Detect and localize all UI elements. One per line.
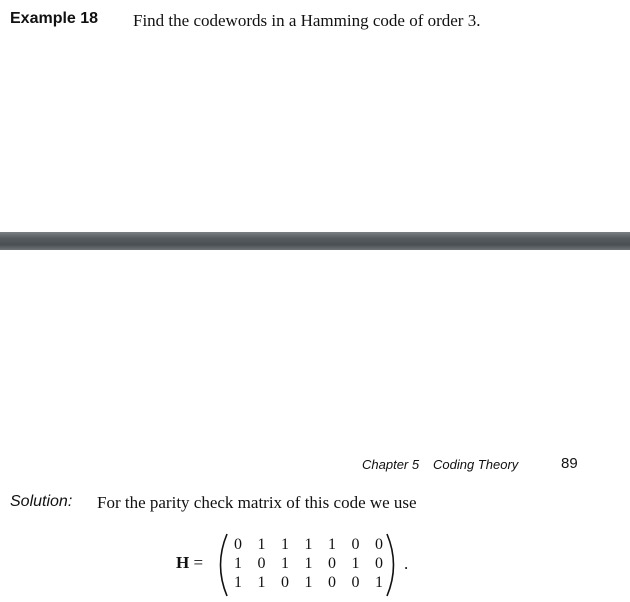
matrix-cell: 1 — [304, 555, 313, 572]
page-number: 89 — [561, 455, 578, 472]
matrix-symbol: H — [176, 553, 190, 572]
matrix-cell: 1 — [281, 555, 289, 572]
chapter-label: Chapter 5 — [362, 457, 420, 472]
matrix-cell: 1 — [304, 574, 313, 591]
matrix-cell: 1 — [257, 574, 266, 591]
matrix-cell: 0 — [351, 574, 360, 591]
chapter-title: Coding Theory — [433, 457, 519, 472]
solution-label: Solution: — [10, 493, 73, 510]
matrix-cell: 1 — [257, 536, 266, 553]
right-paren-icon — [387, 534, 394, 596]
matrix-cell: 1 — [281, 536, 289, 553]
example-label: Example 18 — [10, 10, 99, 27]
matrix-cell: 1 — [375, 574, 383, 591]
matrix-cell: 0 — [351, 536, 360, 553]
matrix-cell: 0 — [375, 536, 383, 553]
parity-check-matrix — [212, 530, 402, 600]
parity-check-equation — [176, 530, 436, 600]
matrix-cell: 1 — [304, 536, 313, 553]
matrix-cell: 0 — [328, 555, 336, 572]
matrix-cells — [234, 536, 383, 591]
left-paren-icon — [221, 534, 228, 596]
matrix-cell: 0 — [281, 574, 289, 591]
matrix-cell: 1 — [328, 536, 336, 553]
matrix-cell: 1 — [234, 574, 242, 591]
equals-sign: = — [193, 553, 204, 572]
page-break-divider — [0, 232, 630, 250]
matrix-cell: 1 — [351, 555, 360, 572]
matrix-period: . — [404, 554, 409, 573]
matrix-cell: 0 — [257, 555, 266, 572]
matrix-cell: 0 — [328, 574, 336, 591]
matrix-lhs — [176, 553, 203, 573]
matrix-cell: 0 — [234, 536, 242, 553]
example-text: Find the codewords in a Hamming code of order 3. — [133, 11, 481, 30]
matrix-cell: 1 — [234, 555, 242, 572]
solution-text: For the parity check matrix of this code we use — [97, 493, 417, 512]
matrix-cell: 0 — [375, 555, 383, 572]
